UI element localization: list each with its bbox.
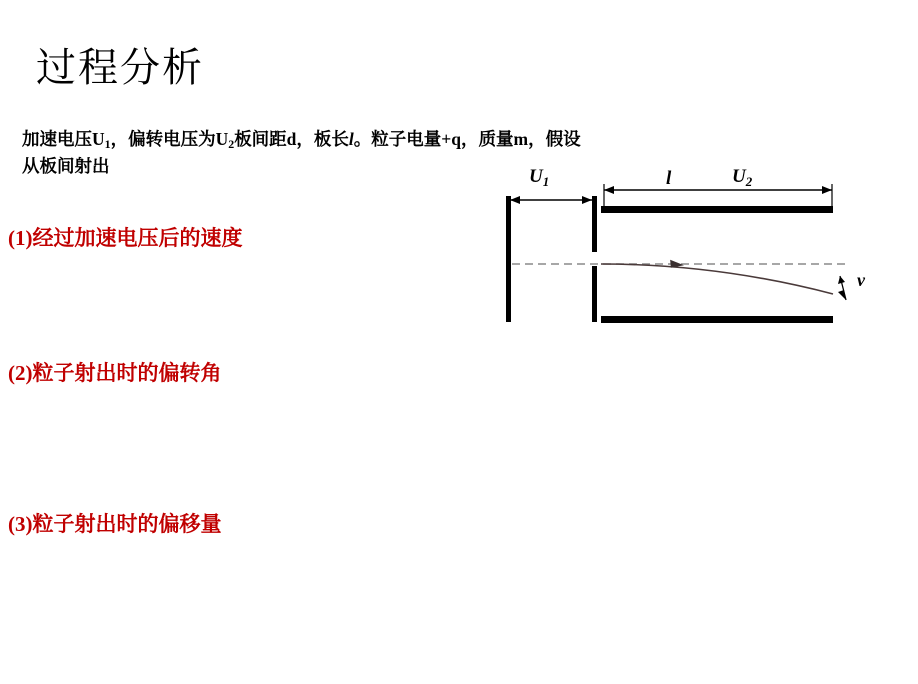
label-u2: $U_2$ <box>732 166 753 189</box>
accel-plate-right-bottom <box>592 266 597 322</box>
statement-part-1: 加速电压U <box>22 129 105 149</box>
question-item-2: (2)粒子射出时的偏转角 <box>8 361 222 385</box>
velocity-vector-head-top <box>838 276 845 284</box>
u1-arrow-right <box>582 196 592 204</box>
question-item-1: (1)经过加速电压后的速度 <box>8 226 243 250</box>
particle-trajectory <box>601 264 833 294</box>
label-u2-sub: 2 <box>745 173 753 189</box>
l-arrow-left <box>604 186 614 194</box>
statement-part-3: 板间距d，板长 <box>234 129 349 149</box>
statement-var-l: l <box>348 129 354 149</box>
deflect-plate-top <box>601 206 833 213</box>
label-u1: $U_1$ <box>529 166 550 189</box>
statement-part-2: ，偏转电压为U <box>110 129 229 149</box>
statement-sub-u2: 2 <box>228 137 235 152</box>
statement-sub-u1: 1 <box>104 137 111 152</box>
label-l: l <box>666 168 672 189</box>
question-item-3: (3)粒子射出时的偏移量 <box>8 512 222 536</box>
accel-plate-right-top <box>592 196 597 252</box>
accel-plate-left <box>506 196 511 322</box>
u1-arrow-left <box>510 196 520 204</box>
label-u1-sub: 1 <box>542 173 550 189</box>
page-title: 过程分析 <box>36 45 204 91</box>
statement-part-4: 。粒子电量+q，质量m，假设 <box>353 129 581 149</box>
label-v: v <box>857 270 865 290</box>
diagram-svg <box>488 168 900 340</box>
l-arrow-right <box>822 186 832 194</box>
velocity-vector-head <box>838 290 846 300</box>
deflection-diagram <box>488 168 900 340</box>
statement-line-2: 从板间射出 <box>22 156 110 177</box>
deflect-plate-bottom <box>601 316 833 323</box>
